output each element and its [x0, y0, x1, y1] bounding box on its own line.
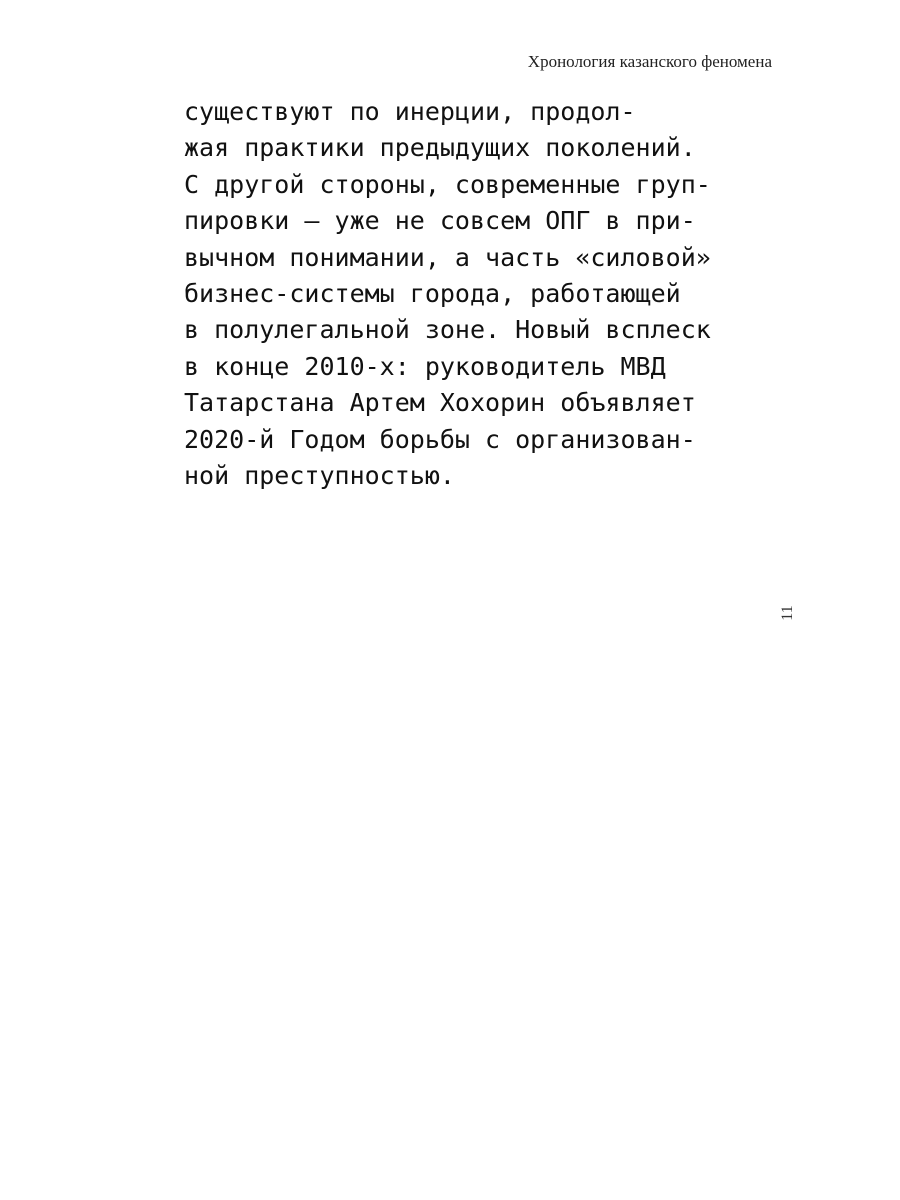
text-line: в конце 2010-х: руководитель МВД — [184, 351, 666, 381]
text-line: ной преступностью. — [184, 461, 455, 491]
text-line: 2020-й Годом борьбы с организован- — [184, 424, 696, 454]
body-text — [184, 94, 804, 494]
text-line: бизнес-системы города, работающей — [184, 279, 681, 309]
page-number: 11 — [779, 605, 796, 621]
text-line: Татарстана Артем Хохорин объявляет — [184, 388, 696, 418]
running-header: Хронология казанского феномена — [527, 52, 772, 71]
text-line: вычном понимании, а часть «силовой» — [184, 242, 711, 272]
text-line: пировки — уже не совсем ОПГ в при- — [184, 206, 696, 236]
text-line: С другой стороны, современные груп- — [184, 169, 711, 199]
text-line: в полулегальной зоне. Новый всплеск — [184, 315, 711, 345]
text-line: жая практики предыдущих поколений. — [184, 133, 696, 163]
text-line: существуют по инерции, продол- — [184, 97, 636, 126]
